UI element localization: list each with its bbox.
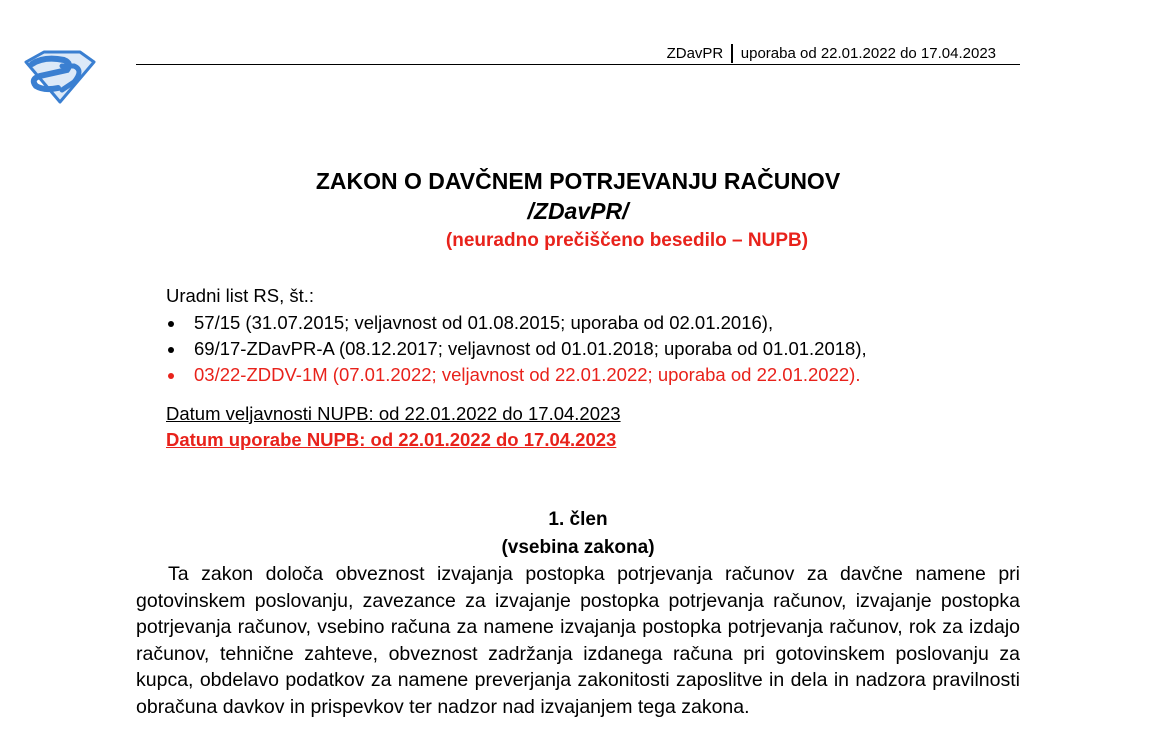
running-header [136, 44, 1020, 65]
document-note: (neuradno prečiščeno besedilo – NUPB) [445, 230, 809, 251]
usage-date: Datum uporabe NUPB: od 22.01.2022 do 17.04.2023 [166, 429, 617, 450]
gazette-list [166, 310, 867, 388]
gazette-intro: Uradni list RS, št.: [166, 285, 315, 306]
document-abbr: /ZDavPR/ [527, 198, 629, 224]
gazette-item: 03/22-ZDDV-1M (07.01.2022; veljavnost od 22.01.2022; uporaba od 22.01.2022). [166, 362, 867, 388]
article-text: Ta zakon določa obveznost izvajanja postopka potrjevanja računov za davčne namene pri gotovinskem poslovanju, zavezance za izvajanje postopka potrjevanja računov, izvajanje postopka potrjevanja računov, vsebino računa za namene izvajanja postopka potrjevanja računov, rok za izdajo računov, tehnične zahteve, obveznost zadržanja izdanega računa pri gotovinskem poslovanju za kupca, obdelavo podatkov za namene preverjanja zakonitosti zaposlitve in dela in nadzora pravilnosti obračuna davkov in prispevkov ter nadzor nad izvajanjem tega zakona. [136, 563, 1020, 718]
validity-date: Datum veljavnosti NUPB: od 22.01.2022 do 17.04.2023 [166, 403, 621, 424]
bullet-icon [168, 373, 174, 379]
header-abbr: ZDavPR [666, 45, 724, 62]
gazette-item: 57/15 (31.07.2015; veljavnost od 01.08.2015; uporaba od 02.01.2016), [166, 310, 867, 336]
article-number: 1. člen [548, 509, 608, 530]
article-title: (vsebina zakona) [501, 537, 655, 558]
header-usage: uporaba od 22.01.2022 do 17.04.2023 [740, 45, 996, 62]
bullet-icon [168, 321, 174, 327]
bullet-icon [168, 347, 174, 353]
sd-logo-icon [22, 48, 96, 104]
document-title: ZAKON O DAVČNEM POTRJEVANJU RAČUNOV [315, 168, 841, 194]
gazette-item: 69/17-ZDavPR-A (08.12.2017; veljavnost od 01.01.2018; uporaba od 01.01.2018), [166, 336, 867, 362]
header-separator [731, 44, 733, 63]
